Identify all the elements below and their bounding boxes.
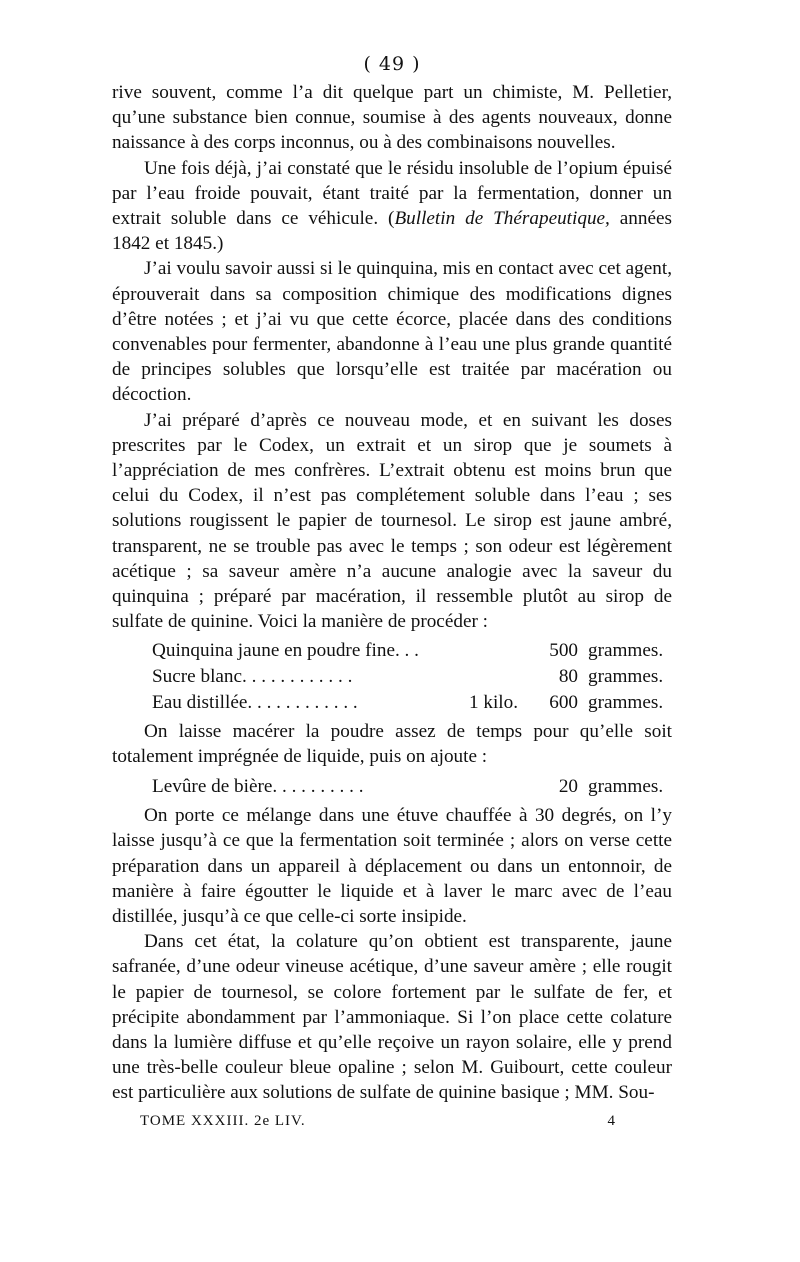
recipe-quantity: 600 bbox=[549, 691, 578, 713]
recipe-unit: grammes. bbox=[588, 691, 664, 713]
recipe-ingredient: Levûre de bière. . . . . . . . . . bbox=[152, 775, 364, 797]
paragraph-6: On porte ce mélange dans une étuve chauffée à 30 degrés, on l’y laisse jusqu’à ce que la fermentation soit terminée ; alors on verse cette préparation dans un appareil à déplacement ou dans un entonnoir, de manière à faire égoutter le liquide et à laver le marc avec de l’eau distillée, jusqu’à ce que celle-ci sorte insipide. bbox=[112, 805, 672, 928]
recipe-row bbox=[152, 690, 666, 716]
page-number: ( 49 ) bbox=[363, 53, 421, 75]
recipe-quantity: 500 bbox=[549, 640, 578, 662]
paragraph-3: J’ai voulu savoir aussi si le quinquina, mis en contact avec cet agent, éprouverait dans sa composition chimique des modifications dignes d’être notées ; et j’ai vu que cette écorce, placée dans des conditions convenables pour fermenter, abandonne à l’eau une plus grande quantité de principes solubles que lorsqu’elle est traitée par macération ou décoction. bbox=[112, 258, 672, 406]
paragraph-2-tail: années 1842 et 1845.) bbox=[112, 208, 672, 255]
paragraph-5: On laisse macérer la poudre assez de temps pour qu’elle soit totalement imprégnée de liquide, puis on ajoute : bbox=[112, 721, 672, 768]
recipe-table bbox=[152, 638, 666, 715]
page-footer bbox=[112, 1110, 672, 1132]
footer-signature: TOME XXXIII. 2e LIV. bbox=[140, 1112, 306, 1129]
document-page bbox=[112, 50, 672, 1132]
recipe-row bbox=[152, 774, 666, 800]
footer-sheet-number: 4 bbox=[607, 1112, 616, 1129]
recipe-unit: grammes. bbox=[588, 640, 664, 662]
recipe-quantity: 20 bbox=[558, 775, 578, 797]
paragraph-7: Dans cet état, la colature qu’on obtient est transparente, jaune safranée, d’une odeur vineuse acétique, d’une saveur amère ; elle rougit le papier de tournesol, se colore fortement par le sulfate de fer, et précipite abondamment par l’ammoniaque. Si l’on place cette colature dans la lumière diffuse et qu’elle reçoive un rayon solaire, elle y prend une très-belle couleur bleue opaline ; selon M. Guibourt, cette couleur est particulière aux solutions de sulfate de quinine basique ; MM. Sou- bbox=[112, 931, 672, 1104]
citation-title: Bulletin de Thérapeutique, bbox=[394, 208, 610, 230]
recipe-ingredient: Sucre blanc. . . . . . . . . . . . bbox=[152, 666, 353, 688]
paragraph-1: rive souvent, comme l’a dit quelque part un chimiste, M. Pelletier, qu’une substance bien connue, soumise à des agents nouveaux, donne naissance à des corps inconnus, ou à des combinaisons nouvelles. bbox=[112, 82, 672, 154]
paragraph-2-text: Une fois déjà, j’ai constaté que le résidu insoluble de l’opium épuisé par l’eau froide pouvait, étant traité par la fermentation, donner un extrait soluble dans ce véhicule. ( bbox=[112, 157, 672, 230]
recipe-table-2 bbox=[152, 774, 666, 800]
recipe-qty-prefix: 1 kilo. bbox=[468, 691, 518, 713]
recipe-row bbox=[152, 638, 666, 664]
recipe-ingredient: Eau distillée. . . . . . . . . . . . bbox=[152, 691, 358, 713]
recipe-unit: grammes. bbox=[588, 775, 664, 797]
recipe-unit: grammes. bbox=[588, 666, 664, 688]
paragraph-2 bbox=[112, 156, 672, 257]
paragraph-4: J’ai préparé d’après ce nouveau mode, et en suivant les doses prescrites par le Codex, un extrait et un sirop que je soumets à l’appréciation de mes confrères. L’extrait obtenu est moins brun que celui du Codex, il n’est pas complétement soluble dans l’eau ; ses solutions rougissent le papier de tournesol. Le sirop est jaune ambré, transparent, ne se trouble pas avec le temps ; son odeur est légèrement acétique ; sa saveur amère n’a aucune analogie avec la saveur du quinquina ; préparé par macération, il ressemble plutôt au sirop de sulfate de quinine. Voici la manière de procéder : bbox=[112, 409, 672, 633]
recipe-quantity: 80 bbox=[558, 666, 578, 688]
recipe-ingredient: Quinquina jaune en poudre fine. . . bbox=[152, 640, 419, 662]
recipe-row bbox=[152, 664, 666, 690]
